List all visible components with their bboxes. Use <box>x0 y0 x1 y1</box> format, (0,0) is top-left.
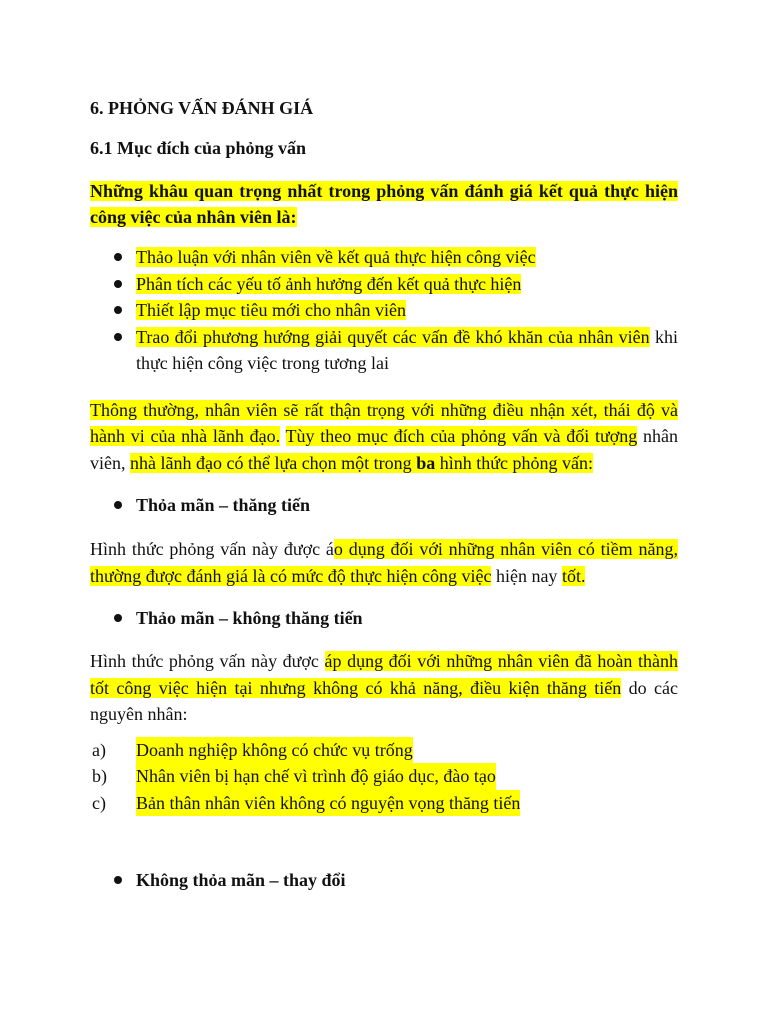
list-item-text: Thiết lập mục tiêu mới cho nhân viên <box>136 300 406 320</box>
para-segment: áp dụng đối với những nhân viên đã hoàn thành tốt công việc hiện tại nhưng không có khả năng, điều kiện thăng tiến <box>90 651 678 698</box>
form-1-description <box>90 536 678 589</box>
para-segment: Tùy theo mục đích của phỏng vấn và đối tượng <box>285 426 638 446</box>
list-marker: c) <box>92 792 106 813</box>
list-item-text: Phân tích các yếu tố ảnh hưởng đến kết quả thực hiện <box>136 273 522 294</box>
reasons-list <box>90 737 678 817</box>
list-item <box>90 271 678 298</box>
key-steps-list <box>90 244 678 377</box>
para-segment: do các nguyên nhân: <box>90 677 679 724</box>
para-segment: hiện nay <box>491 565 562 586</box>
list-item-text-highlighted: Trao đổi phương hướng giải quyết các vấn đề khó khăn của nhân viên <box>136 326 650 347</box>
list-item <box>90 790 678 817</box>
lead-text: Những khâu quan trọng nhất trong phỏng vấn đánh giá kết quả thực hiện công việc của nhân viên là: <box>90 181 678 227</box>
list-item-text: Nhân viên bị hạn chế vì trình độ giáo dục, đào tạo <box>136 763 496 790</box>
list-item-text-rest: khi thực hiện công việc trong tương lai <box>136 326 678 373</box>
para-segment: o dụng đối với những nhân viên có tiềm năng, thường được đánh giá là có mức độ thực hiện công việc <box>90 539 678 586</box>
para-segment-bold: ba <box>416 452 436 473</box>
list-item <box>90 244 678 271</box>
section-heading: 6. PHỎNG VẤN ĐÁNH GIÁ <box>90 98 314 118</box>
para-segment: hình thức phỏng vấn: <box>435 452 593 473</box>
list-item-text: Thảo luận với nhân viên về kết quả thực hiện công việc <box>136 247 536 267</box>
list-marker: a) <box>92 739 106 760</box>
form-heading-1: Thỏa mãn – thăng tiến <box>90 493 678 517</box>
list-item <box>90 324 678 377</box>
list-item <box>90 737 678 764</box>
para-segment: Thông thường, nhân viên sẽ rất thận trọng với những điều nhận xét, thái độ và hành vi của nhà lãnh đạo. <box>90 399 678 446</box>
list-item-text: Bản thân nhân viên không có nguyện vọng thăng tiến <box>136 790 520 817</box>
para-segment: Hình thức phỏng vấn này được <box>90 651 325 671</box>
form-2-description <box>90 648 678 728</box>
para-segment: nhà lãnh đạo có thể lựa chọn một trong <box>130 452 417 473</box>
form-heading-2: Thảo mãn – không thăng tiến <box>90 606 678 630</box>
document-body <box>90 96 678 892</box>
para-segment: Hình thức phỏng vấn này được á <box>90 539 334 559</box>
para-segment: nhân viên, <box>90 426 678 473</box>
intro-paragraph <box>90 397 678 477</box>
list-item <box>90 763 678 790</box>
form-heading-3: Không thỏa mãn – thay đổi <box>90 868 678 892</box>
list-item-text: Doanh nghiệp không có chức vụ trống <box>136 737 413 764</box>
list-marker: b) <box>92 766 107 786</box>
subsection-heading: 6.1 Mục đích của phỏng vấn <box>90 138 307 158</box>
lead-paragraph <box>90 178 678 230</box>
para-segment <box>280 426 285 446</box>
para-segment: tốt. <box>561 565 586 586</box>
list-item <box>90 297 678 324</box>
